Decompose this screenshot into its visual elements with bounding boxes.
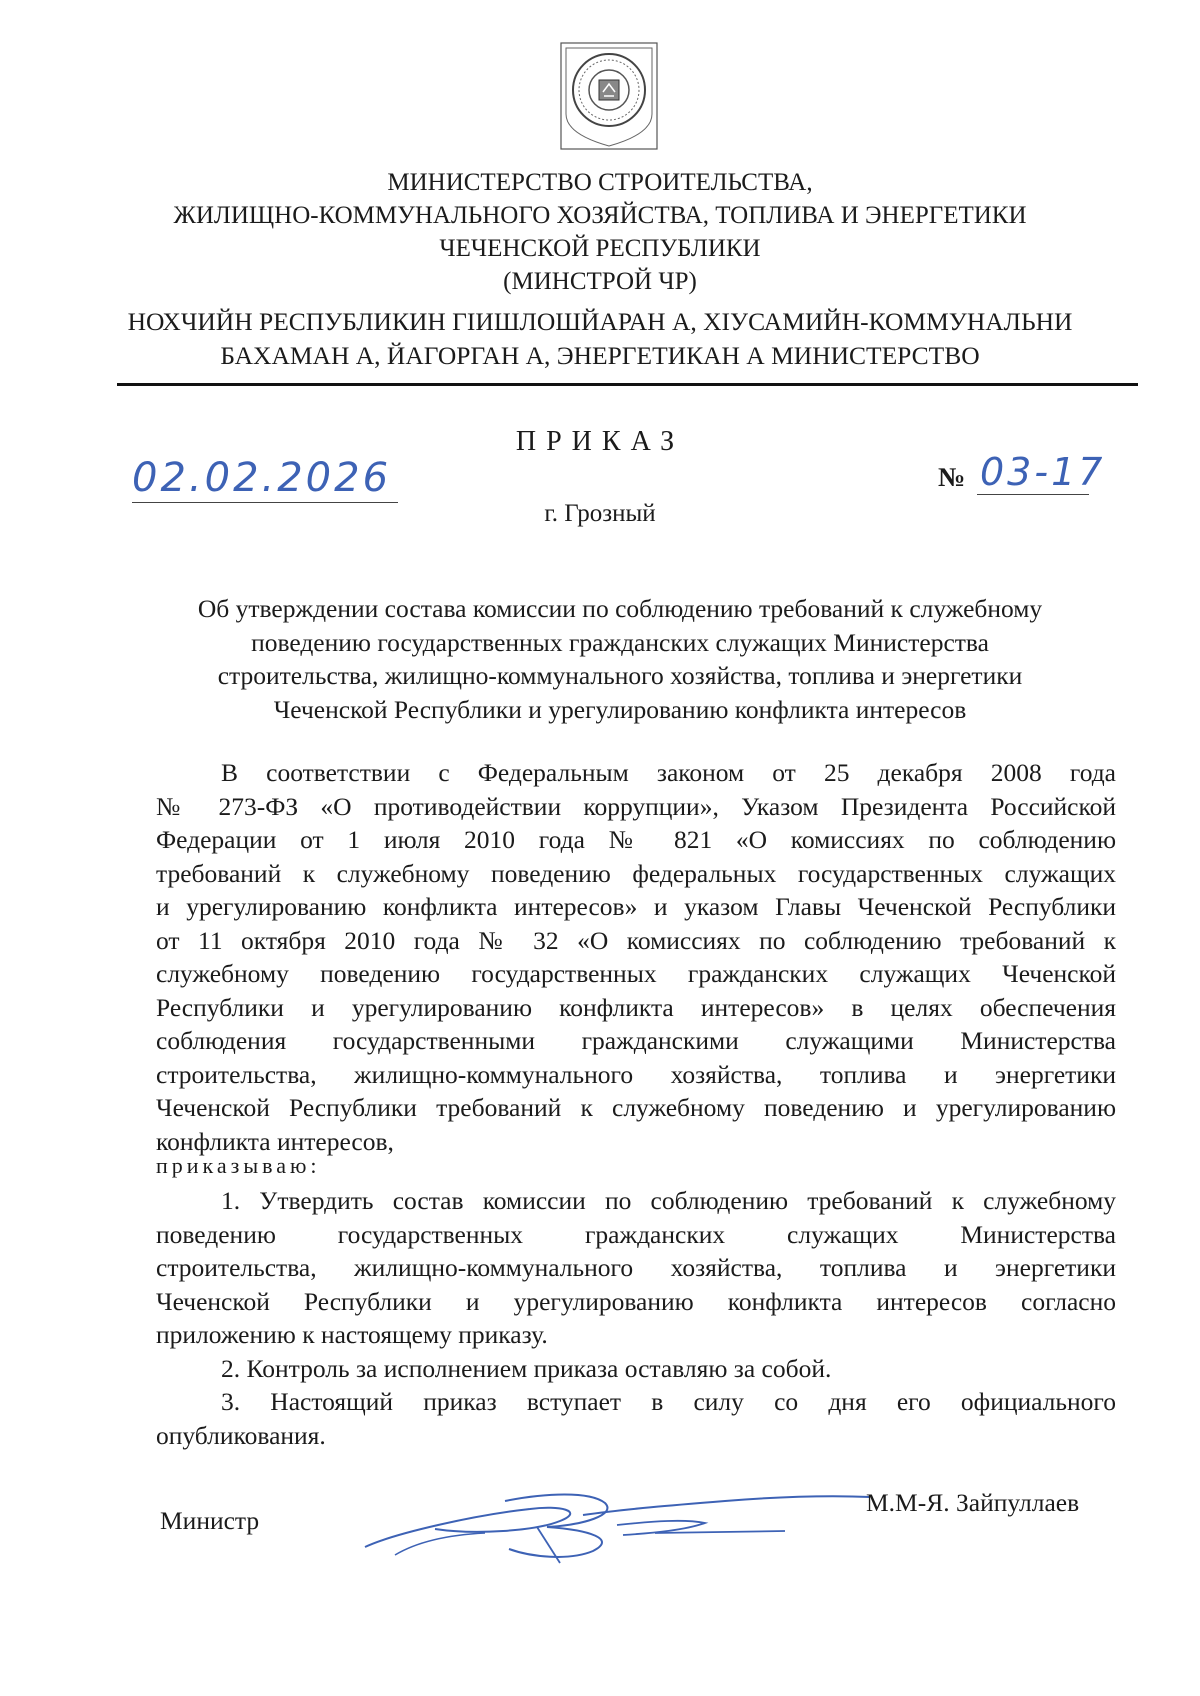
text-line: соблюдения государственными гражданскими служащими Министерства bbox=[156, 1026, 1116, 1055]
ministry-name-chechen bbox=[100, 305, 1100, 373]
text-line: Федерации от 1 июля 2010 года № 821 «О комиссиях по соблюдению bbox=[156, 825, 1116, 854]
text-line: Республики и урегулированию конфликта интересов» в целях обеспечения bbox=[156, 992, 1116, 1022]
order-subject bbox=[120, 592, 1120, 726]
text-line: Чеченской Республики требований к служебному поведению и урегулированию bbox=[156, 1093, 1116, 1122]
order-items bbox=[156, 1184, 1116, 1452]
item-1-line: Чеченской Республики и урегулированию конфликта интересов согласно bbox=[156, 1286, 1116, 1316]
ministry-name-russian bbox=[100, 166, 1100, 298]
number-underline bbox=[977, 494, 1089, 495]
item-3-line: опубликования. bbox=[156, 1420, 326, 1450]
order-number-handwritten: 03-17 bbox=[980, 450, 1106, 494]
signatory-name: М.М-Я. Зайпуллаев bbox=[866, 1488, 1080, 1517]
text-line: № 273-ФЗ «О противодействии коррупции», Указом Президента Российской bbox=[156, 791, 1116, 821]
text-line: строительства, жилищно-коммунального хозяйства, топлива и энергетики bbox=[156, 1059, 1116, 1089]
header-line: МИНИСТЕРСТВО СТРОИТЕЛЬСТВА, bbox=[387, 169, 813, 196]
order-title: ПРИКАЗ bbox=[515, 426, 685, 457]
text-line: служебному поведению государственных гражданских служащих Чеченской bbox=[156, 959, 1116, 988]
handwritten-signature bbox=[355, 1475, 895, 1565]
order-number-label: № bbox=[938, 462, 966, 492]
item-1-line: 1. Утвердить состав комиссии по соблюдению требований к служебному bbox=[221, 1186, 1116, 1215]
text-line: В соответствии с Федеральным законом от 25 декабря 2008 года bbox=[221, 758, 1116, 787]
text-line: требований к служебному поведению федеральных государственных служащих bbox=[156, 858, 1116, 888]
header-line: ЖИЛИЩНО-КОММУНАЛЬНОГО ХОЗЯЙСТВА, ТОПЛИВА И ЭНЕРГЕТИКИ bbox=[173, 202, 1027, 229]
header-divider bbox=[117, 383, 1138, 386]
text-line: от 11 октября 2010 года № 32 «О комиссиях по соблюдению требований к bbox=[156, 925, 1116, 955]
signatory-role: Министр bbox=[160, 1506, 260, 1535]
order-keyword: приказываю: bbox=[156, 1153, 321, 1178]
order-date-handwritten: 02.02.2026 bbox=[132, 455, 392, 501]
item-3-line: 3. Настоящий приказ вступает в силу со дня его официального bbox=[221, 1387, 1116, 1416]
header-line: НОХЧИЙН РЕСПУБЛИКИН ГIИШЛОШЙАРАН А, ХIУСАМИЙН-КОММУНАЛЬНИ bbox=[127, 307, 1073, 336]
text-line: конфликта интересов, bbox=[156, 1126, 394, 1156]
preamble-paragraph bbox=[156, 756, 1116, 1158]
item-1-line: поведению государственных гражданских служащих Министерства bbox=[156, 1219, 1116, 1249]
subject-line: поведению государственных гражданских служащих Министерства bbox=[251, 627, 989, 657]
header-line: (МИНСТРОЙ ЧР) bbox=[503, 268, 697, 295]
item-2-line: 2. Контроль за исполнением приказа оставляю за собой. bbox=[221, 1353, 832, 1383]
item-1-line: приложению к настоящему приказу. bbox=[156, 1320, 548, 1349]
subject-line: Об утверждении состава комиссии по соблюдению требований к служебному bbox=[197, 594, 1043, 623]
header-line: ЧЕЧЕНСКОЙ РЕСПУБЛИКИ bbox=[439, 235, 761, 262]
date-underline bbox=[132, 502, 398, 503]
subject-line: Чеченской Республики и урегулированию конфликта интересов bbox=[273, 694, 967, 724]
subject-line: строительства, жилищно-коммунального хозяйства, топлива и энергетики bbox=[217, 661, 1023, 690]
header-line: БАХАМАН А, ЙАГОРГАН А, ЭНЕРГЕТИКАН А МИНИСТЕРСТВО bbox=[220, 341, 980, 370]
item-1-line: строительства, жилищно-коммунального хозяйства, топлива и энергетики bbox=[156, 1253, 1116, 1282]
order-city: г. Грозный bbox=[544, 500, 656, 527]
coat-of-arms-emblem bbox=[560, 42, 658, 150]
text-line: и урегулированию конфликта интересов» и указом Главы Чеченской Республики bbox=[156, 892, 1116, 921]
